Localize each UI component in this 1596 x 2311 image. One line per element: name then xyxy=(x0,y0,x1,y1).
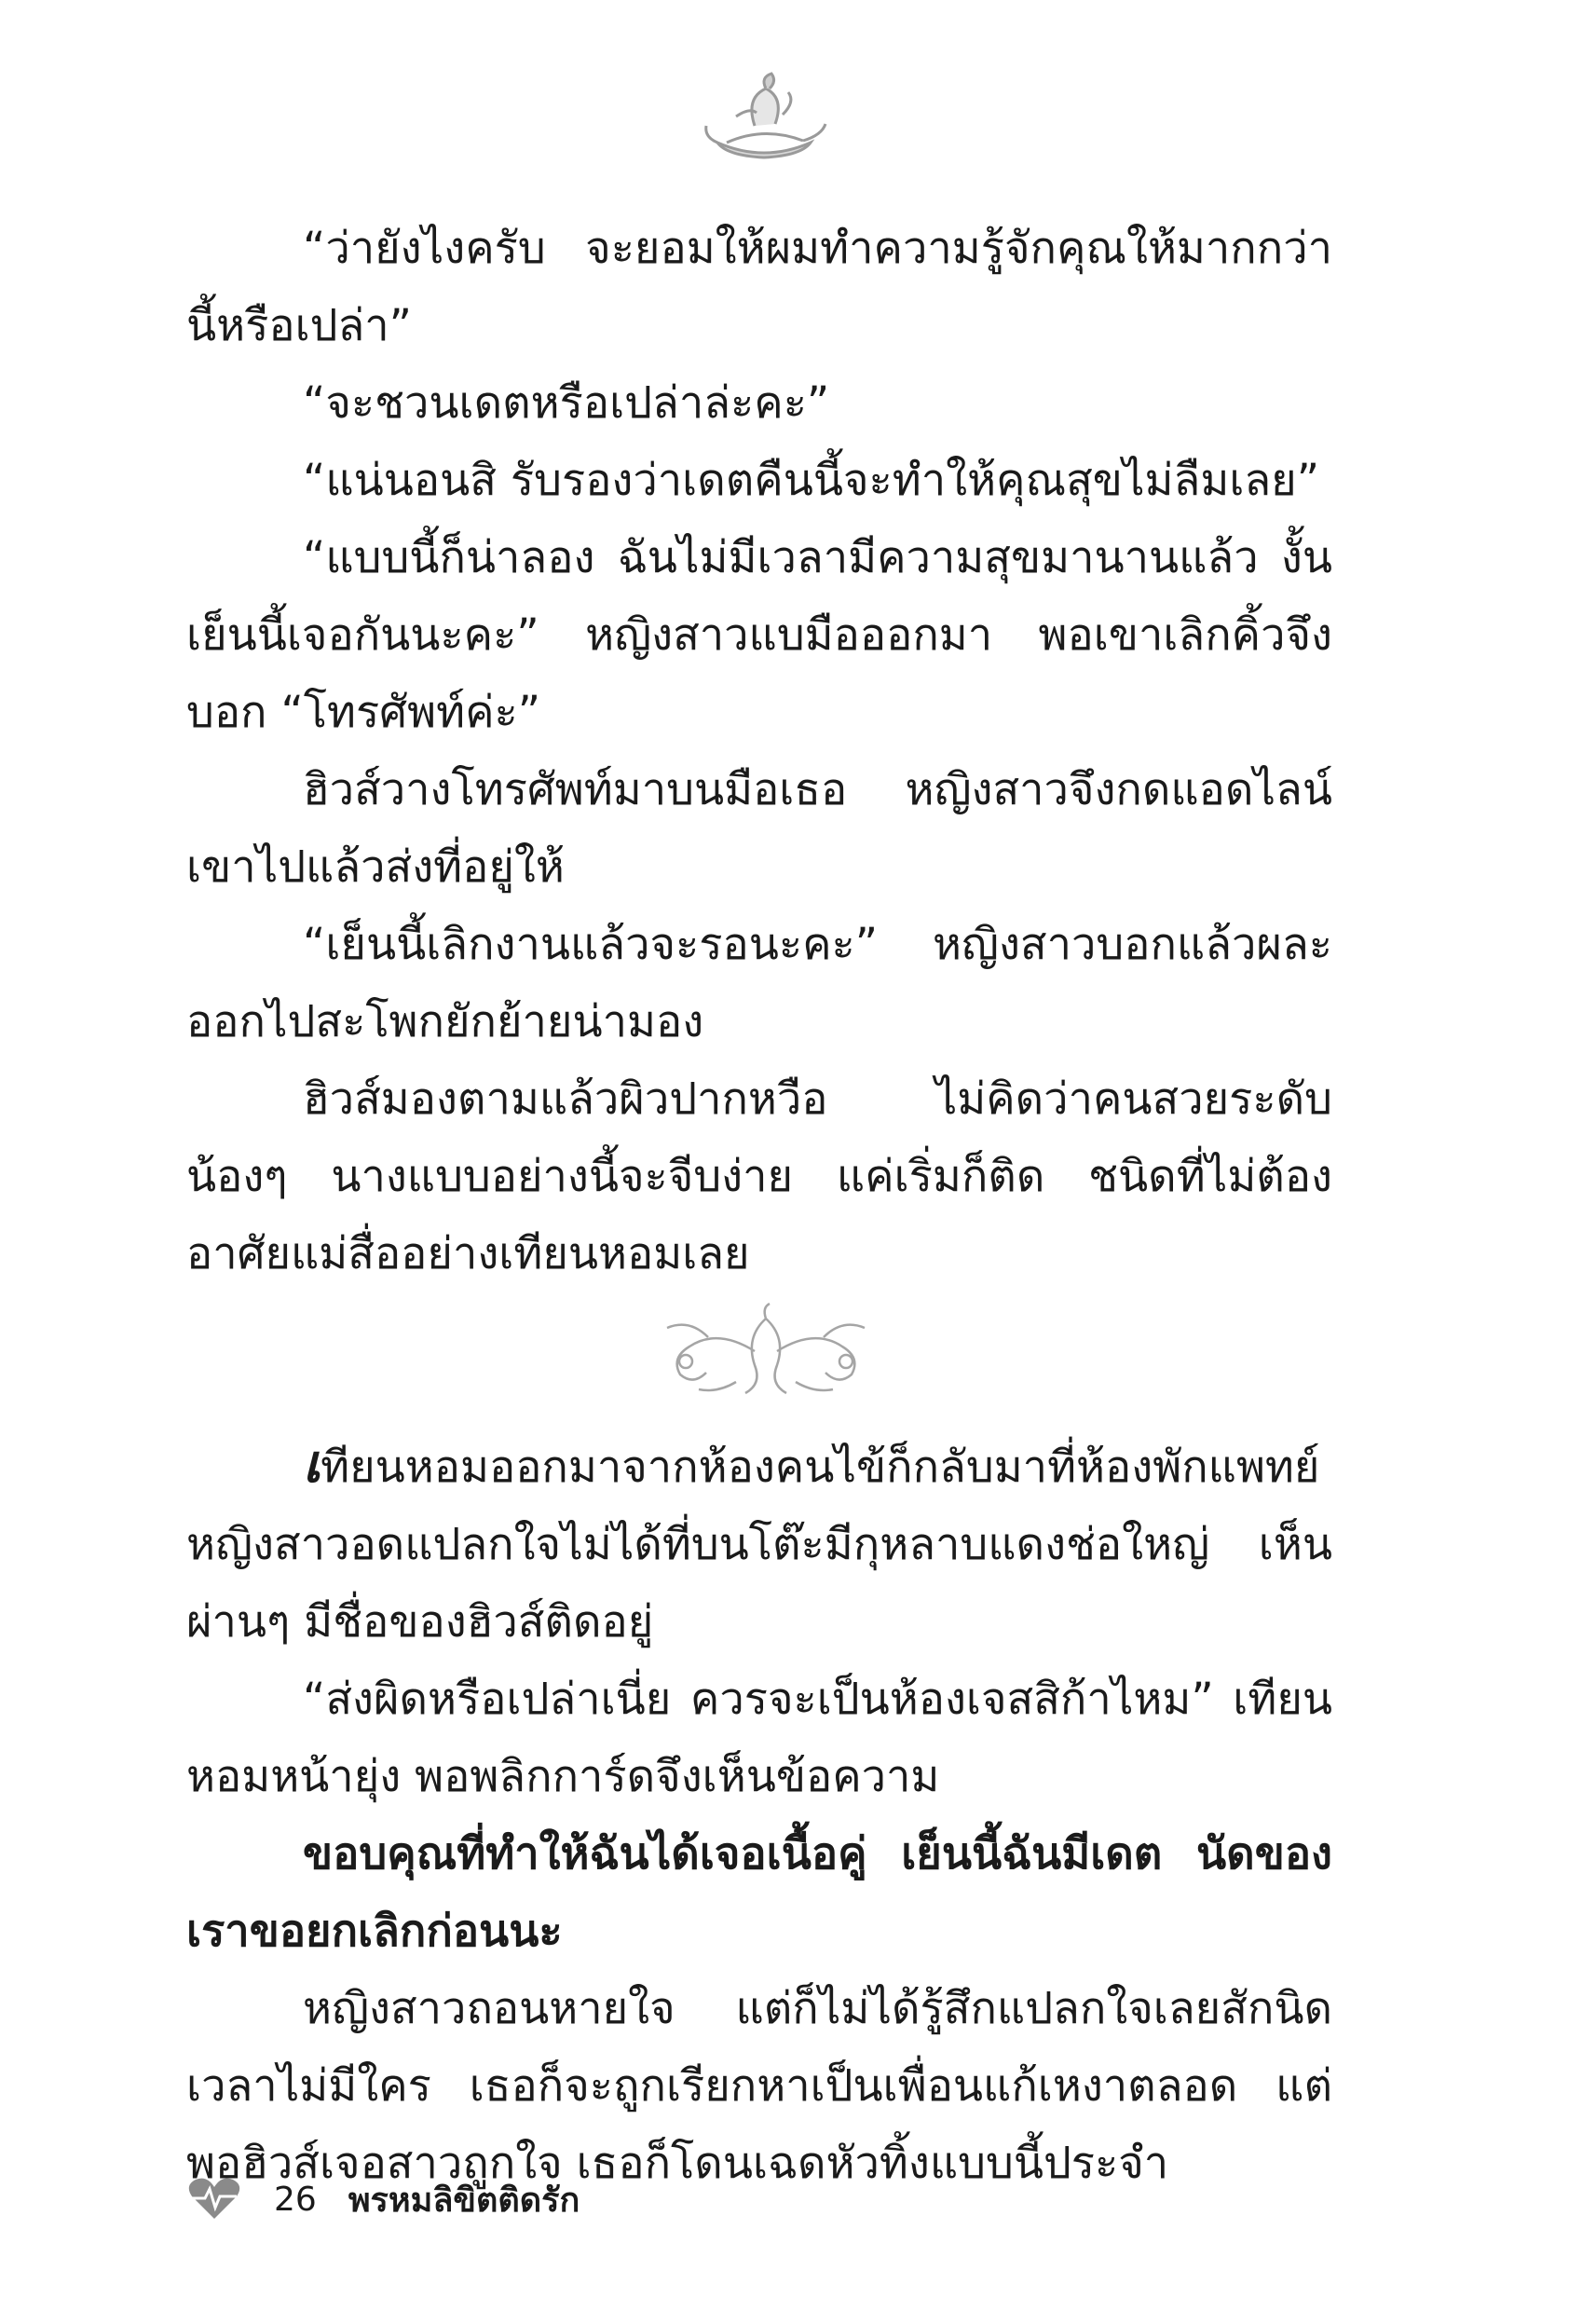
card-message: ขอบคุณที่ทำให้ฉันได้เจอเนื้อคู่ เย็นนี้ฉันมีเดต นัดของเราขอยกเลิกก่อนนะ xyxy=(186,1828,1332,1957)
floral-ornament-icon xyxy=(652,1300,880,1402)
paragraph: “แน่นอนสิ รับรองว่าเดตคืนนี้จะทำให้คุณสุขไม่ลืมเลย” xyxy=(303,455,1320,506)
page-number: 26 xyxy=(274,2180,317,2219)
paragraph: หญิงสาวถอนหายใจ แต่ก็ไม่ได้รู้สึกแปลกใจเลยสักนิด เวลาไม่มีใคร เธอก็จะถูกเรียกหาเป็นเพื่อนแก้เหงาตลอด แต่พอฮิวส์เจอสาวถูกใจ เธอก็โดนเฉดหัวทิ้งแบบนี้ประจำ xyxy=(186,1983,1332,2189)
paragraph: “ว่ายังไงครับ จะยอมให้ผมทำความรู้จักคุณให้มากกว่านี้หรือเปล่า” xyxy=(186,223,1332,351)
paragraph: ฮิวส์วางโทรศัพท์มาบนมือเธอ หญิงสาวจึงกดแอดไลน์เขาไปแล้วส่งที่อยู่ให้ xyxy=(186,764,1332,893)
magic-lamp-icon xyxy=(699,70,829,172)
paragraph: “แบบนี้ก็น่าลอง ฉันไม่มีเวลามีความสุขมานานแล้ว งั้นเย็นนี้เจอกันนะคะ” หญิงสาวแบมือออกมา พอเขาเลิกคิ้วจึงบอก “โทรศัพท์ค่ะ” xyxy=(186,532,1332,738)
book-title: พรหมลิขิตติดรัก xyxy=(348,2181,580,2220)
paragraph: ฮิวส์มองตามแล้วผิวปากหวือ ไม่คิดว่าคนสวยระดับน้องๆ นางแบบอย่างนี้จะจีบง่าย แค่เริ่มก็ติด ชนิดที่ไม่ต้องอาศัยแม่สื่ออย่างเทียนหอมเลย xyxy=(186,1073,1332,1279)
paragraph: “ส่งผิดหรือเปล่าเนี่ย ควรจะเป็นห้องเจสสิก้าไหม” เทียนหอมหน้ายุ่ง พอพลิกการ์ดจึงเห็นข้อความ xyxy=(186,1674,1332,1802)
paragraph-text: ทียนหอมออกมาจากห้องคนไข้ก็กลับมาที่ห้องพักแพทย์ หญิงสาวอดแปลกใจไม่ได้ที่บนโต๊ะมีกุหลาบแดงช่อใหญ่ เห็นผ่านๆ มีชื่อของฮิวส์ติดอยู่ xyxy=(186,1442,1332,1648)
paragraph: “จะชวนเดตหรือเปล่าล่ะคะ” xyxy=(303,377,830,429)
paragraph-with-dropcap xyxy=(186,1426,1332,1661)
page-footer xyxy=(186,2162,580,2236)
drop-cap: เ xyxy=(303,1434,321,1495)
heart-pulse-icon xyxy=(186,2176,242,2222)
story-text-upper xyxy=(186,210,1332,1292)
story-text-lower xyxy=(186,1426,1332,2202)
paragraph: “เย็นนี้เลิกงานแล้วจะรอนะคะ” หญิงสาวบอกแล้วผละออกไปสะโพกยักย้ายน่ามอง xyxy=(186,919,1332,1047)
